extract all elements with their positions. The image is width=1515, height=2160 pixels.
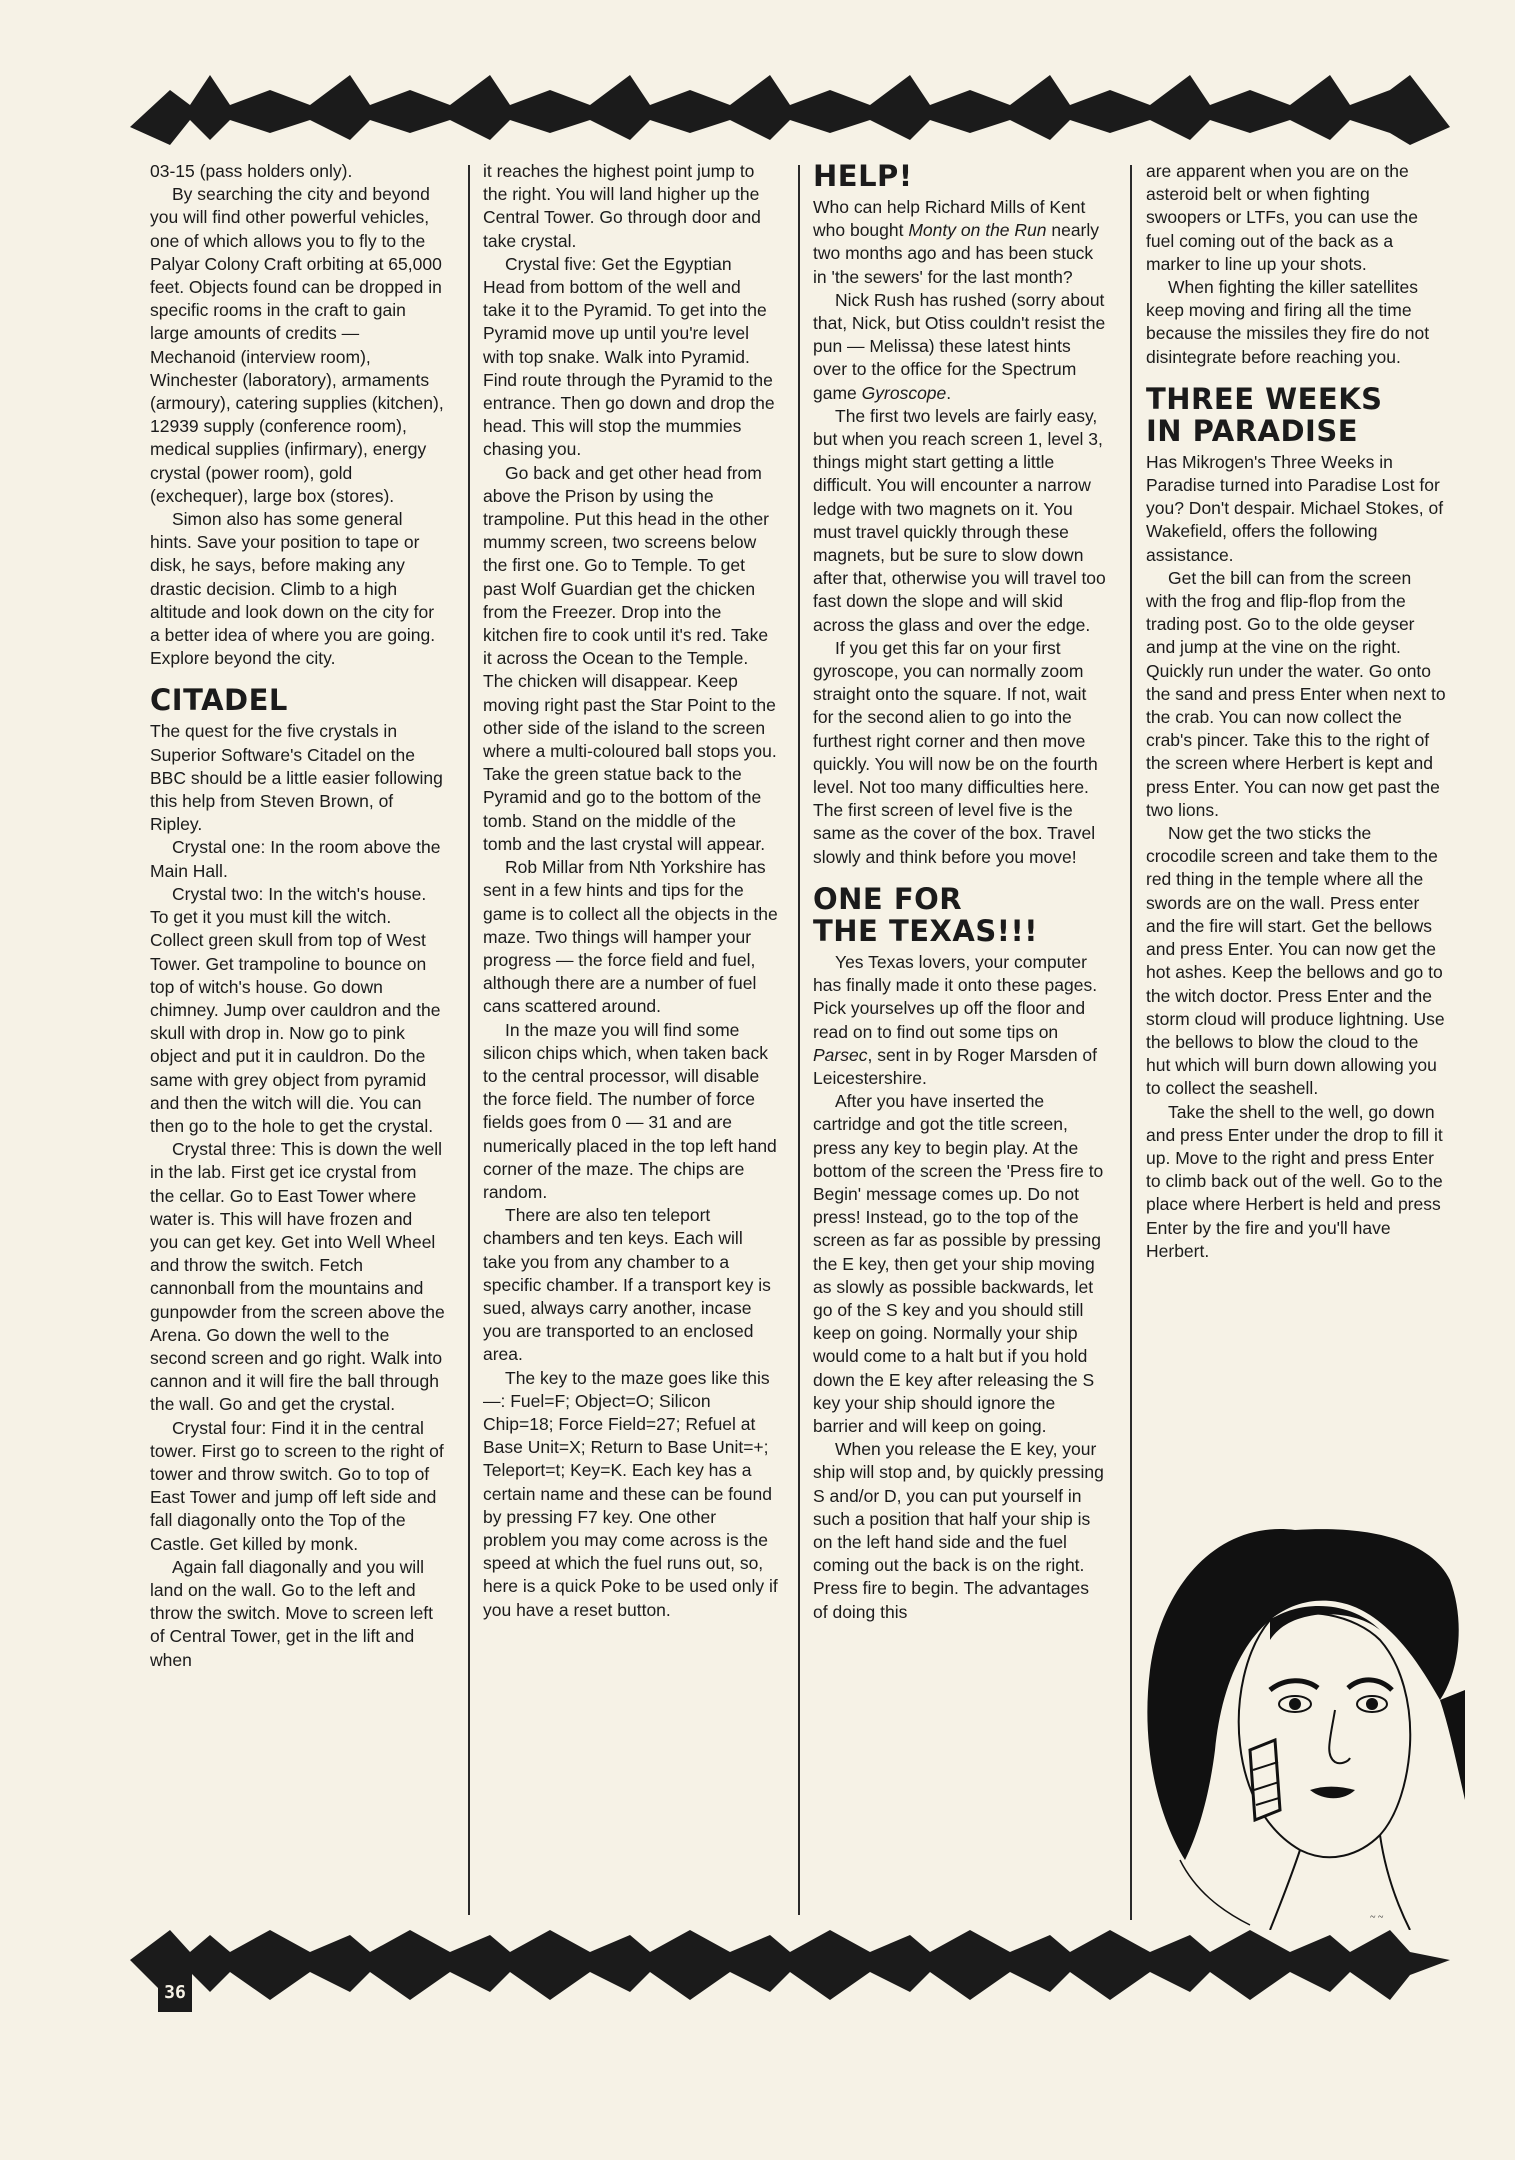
heading-line: IN PARADISE <box>1146 413 1359 448</box>
artist-signature: ~ ~ <box>1370 1912 1384 1923</box>
paragraph: By searching the city and beyond you will find other powerful vehicles, one of which allows you to fly to the Palyar Colony Craft orbiting at 65,000 feet. Objects found can be dropped in specific rooms in the craft to gain large amounts of credits — Mechanoid (interview room), Winchester (laboratory), armaments (armoury), catering supplies (kitchen), 12939 supply (conference room), medical supplies (infirmary), energy crystal (power room), gold (exchequer), large box (stores). <box>150 184 444 506</box>
text-run: Nick Rush has rushed (sorry about that, Nick, but Otiss couldn't resist the pun — Melissa) these latest hints over to the office for the Spectrum game <box>813 289 1106 403</box>
bottom-border-band <box>130 1930 1450 2000</box>
heading-line: ONE FOR <box>813 881 963 916</box>
paragraph: Rob Millar from Nth Yorkshire has sent in a few hints and tips for the game is to collect all the objects in the maze. Two things will hamper your progress — the force field and fuel, although there are a number of fuel cans scattered around. <box>483 857 778 1017</box>
paragraph: When fighting the killer satellites keep moving and firing all the time because the missiles they fire do not disintegrate before reaching you. <box>1146 277 1430 367</box>
paragraph: Take the shell to the well, go down and press Enter under the drop to fill it up. Move to the right and press Enter to climb back out of the well. Go to the place where Herbert is held and press Enter by the fire and you'll have Herbert. <box>1146 1101 1443 1261</box>
paragraph: Crystal three: This is down the well in the lab. First get ice crystal from the cellar. Go to East Tower where water is. This will have frozen and you can get key. Get into Well Wheel and throw the switch. Fetch cannonball from the mountains and gunpowder from the screen above the Arena. Go down the well to the second screen and go right. Walk into cannon and it will fire the ball through the wall. Go and get the crystal. <box>150 1139 445 1415</box>
heading-line: THREE WEEKS <box>1146 381 1383 416</box>
column-divider <box>468 165 470 1915</box>
paragraph: The key to the maze goes like this —: Fuel=F; Object=O; Silicon Chip=18; Force Field=27; Refuel at Base Unit=X; Return to Base Unit=+; Teleport=t; Key=K. Each key has a certain name and these can be found by pressing F7 key. One other problem you may come across is the speed at which the fuel runs out, so, here is a quick Poke to be used only if you have a reset button. <box>483 1367 778 1620</box>
section-heading-help: HELP! <box>813 160 913 193</box>
paragraph: 03-15 (pass holders only). <box>150 161 353 181</box>
paragraph: Crystal four: Find it in the central tower. First go to screen to the right of tower and throw switch. Go to top of East Tower and jump off left side and fall diagonally onto the Top of the Castle. Get killed by monk. <box>150 1417 444 1554</box>
game-title: Monty on the Run <box>908 220 1047 241</box>
paragraph: Crystal five: Get the Egyptian Head from bottom of the well and take it to the Pyramid. To get into the Pyramid move up until you're level with top snake. Walk into Pyramid. Find route through the Pyramid to the entrance. Then go down and drop the head. This will stop the mummies chasing you. <box>483 253 775 460</box>
article-column-2 <box>483 160 778 1920</box>
game-title: Gyroscope <box>861 382 947 403</box>
section-heading-citadel: CITADEL <box>150 683 288 718</box>
paragraph: are apparent when you are on the asteroid belt or when fighting swoopers or LTFs, you can use the fuel coming out of the back as a marker to line up your shots. <box>1146 161 1419 274</box>
paragraph: Get the bill can from the screen with the frog and flip-flop from the trading post. Go to the olde geyser and jump at the vine on the right. Quickly run under the water. Go onto the sand and press Enter when next to the crab. You can now collect the crab's pincer. Take this to the right of the screen where Herbert is kept and press Enter. You can now get past the two lions. <box>1146 567 1446 820</box>
paragraph <box>813 196 1108 289</box>
text-run: nearly two months ago and has been stuck in 'the sewers' for the last month? <box>813 220 1100 287</box>
top-border-band <box>130 75 1450 145</box>
text-run: , sent in by Roger Marsden of Leicestershire. <box>813 1044 1098 1088</box>
paragraph: The first two levels are fairly easy, but when you reach screen 1, level 3, things might start getting a little difficult. You will encounter a narrow ledge with two magnets on it. You must travel quickly through these magnets, but be sure to slow down after that, otherwise you will travel too fast down the slope and will skid across the glass and over the edge. <box>813 405 1106 635</box>
section-heading-three-weeks <box>1146 383 1446 447</box>
paragraph: Now get the two sticks the crocodile screen and take them to the red thing in the temple where all the swords are on the wall. Press enter and the fire will start. Get the bellows and press Enter. You can now get the hot ashes. Keep the bellows and go to the witch doctor. Press Enter and the storm cloud will produce lightning. Use the bellows to blow the cloud to the hut which will burn down allowing you to collect the seashell. <box>1146 823 1445 1099</box>
heading-line: THE TEXAS!!! <box>813 913 1038 948</box>
paragraph: When you release the E key, your ship will stop and, by quickly pressing S and/or D, you can put yourself in such a position that half your ship is on the left hand side and the fuel coming out the back is on the right. Press fire to begin. The advantages of doing this <box>813 1439 1104 1622</box>
column-divider <box>798 165 800 1915</box>
paragraph <box>813 951 1108 1090</box>
text-run: Yes Texas lovers, your computer has finally made it onto these pages. Pick yourselves up off the floor and read on to find out some tips on <box>813 951 1098 1042</box>
paragraph: After you have inserted the cartridge and got the title screen, press any key to begin play. At the bottom of the screen the 'Press fire to Begin' message comes up. Do not press! Instead, go to the top of the screen as far as possible by pressing the E key, then get your ship moving as slowly as possible backwards, let go of the S key and you should still keep on going. Normally your ship would come to a halt but if you hold down the E key after releasing the S key your ship should ignore the barrier and will keep on going. <box>813 1091 1104 1436</box>
article-column-3 <box>813 160 1108 1920</box>
paragraph: The quest for the five crystals in Superior Software's Citadel on the BBC should be a little easier following this help from Steven Brown, of Ripley. <box>150 721 443 835</box>
section-heading-texas <box>813 883 1108 947</box>
text-run: Who can help Richard Mills of Kent who bought <box>813 197 1086 241</box>
paragraph <box>813 289 1108 405</box>
column-divider <box>1130 165 1132 1920</box>
paragraph: Crystal two: In the witch's house. To get it you must kill the witch. Collect green skull from top of West Tower. Get trampoline to bounce on top of witch's house. Go down chimney. Jump over cauldron and the skull with drop in. Now go to pink object and put it in cauldron. Do the same with grey object from pyramid and then the witch will die. You can then go to the hole to get the crystal. <box>150 883 441 1136</box>
paragraph: Go back and get other head from above the Prison by using the trampoline. Put this head in the other mummy screen, two screens below the first one. Go to Temple. To get past Wolf Guardian get the chicken from the Freezer. Drop into the kitchen fire to cook until it's red. Take it across the Ocean to the Temple. The chicken will disappear. Keep moving right past the Star Point to the other side of the island to the screen where a multi-coloured ball stops you. Take the green statue back to the Pyramid and go to the bottom of the tomb. Stand on the middle of the tomb and the last crystal will appear. <box>483 462 777 854</box>
woman-portrait-illustration <box>1140 1500 1465 1930</box>
text-run: . <box>946 382 952 403</box>
paragraph: Has Mikrogen's Three Weeks in Paradise turned into Paradise Lost for you? Don't despair. Michael Stokes, of Wakefield, offers the following assistance. <box>1146 451 1444 565</box>
paragraph: There are also ten teleport chambers and ten keys. Each will take you from any chamber to a specific chamber. If a transport key is sued, always carry another, incase you are transported to an enclosed area. <box>483 1205 771 1365</box>
article-column-4 <box>1146 160 1446 1500</box>
paragraph: Crystal one: In the room above the Main Hall. <box>150 837 441 881</box>
paragraph: Again fall diagonally and you will land on the wall. Go to the left and throw the switch. Move to screen left of Central Tower, get in the lift and when <box>150 1556 434 1670</box>
paragraph: If you get this far on your first gyroscope, you can normally zoom straight onto the square. If not, wait for the second alien to go into the furthest right corner and then move quickly. You will now be on the fourth level. Not too many difficulties here. The first screen of level five is the same as the cover of the box. Travel slowly and think before you move! <box>813 637 1098 867</box>
paragraph: it reaches the highest point jump to the right. You will land higher up the Central Tower. Go through door and take crystal. <box>483 161 761 251</box>
article-column-1 <box>150 160 445 1920</box>
page-number: 36 <box>158 1972 192 2012</box>
game-title: Parsec <box>813 1044 868 1065</box>
paragraph: Simon also has some general hints. Save your position to tape or disk, he says, before making any drastic decision. Climb to a high altitude and look down on the city for a better idea of where you are going. Explore beyond the city. <box>150 509 436 669</box>
paragraph: In the maze you will find some silicon chips which, when taken back to the central processor, will disable the force field. The number of force fields goes from 0 — 31 and are numerically placed in the top left hand corner of the maze. The chips are random. <box>483 1019 777 1202</box>
